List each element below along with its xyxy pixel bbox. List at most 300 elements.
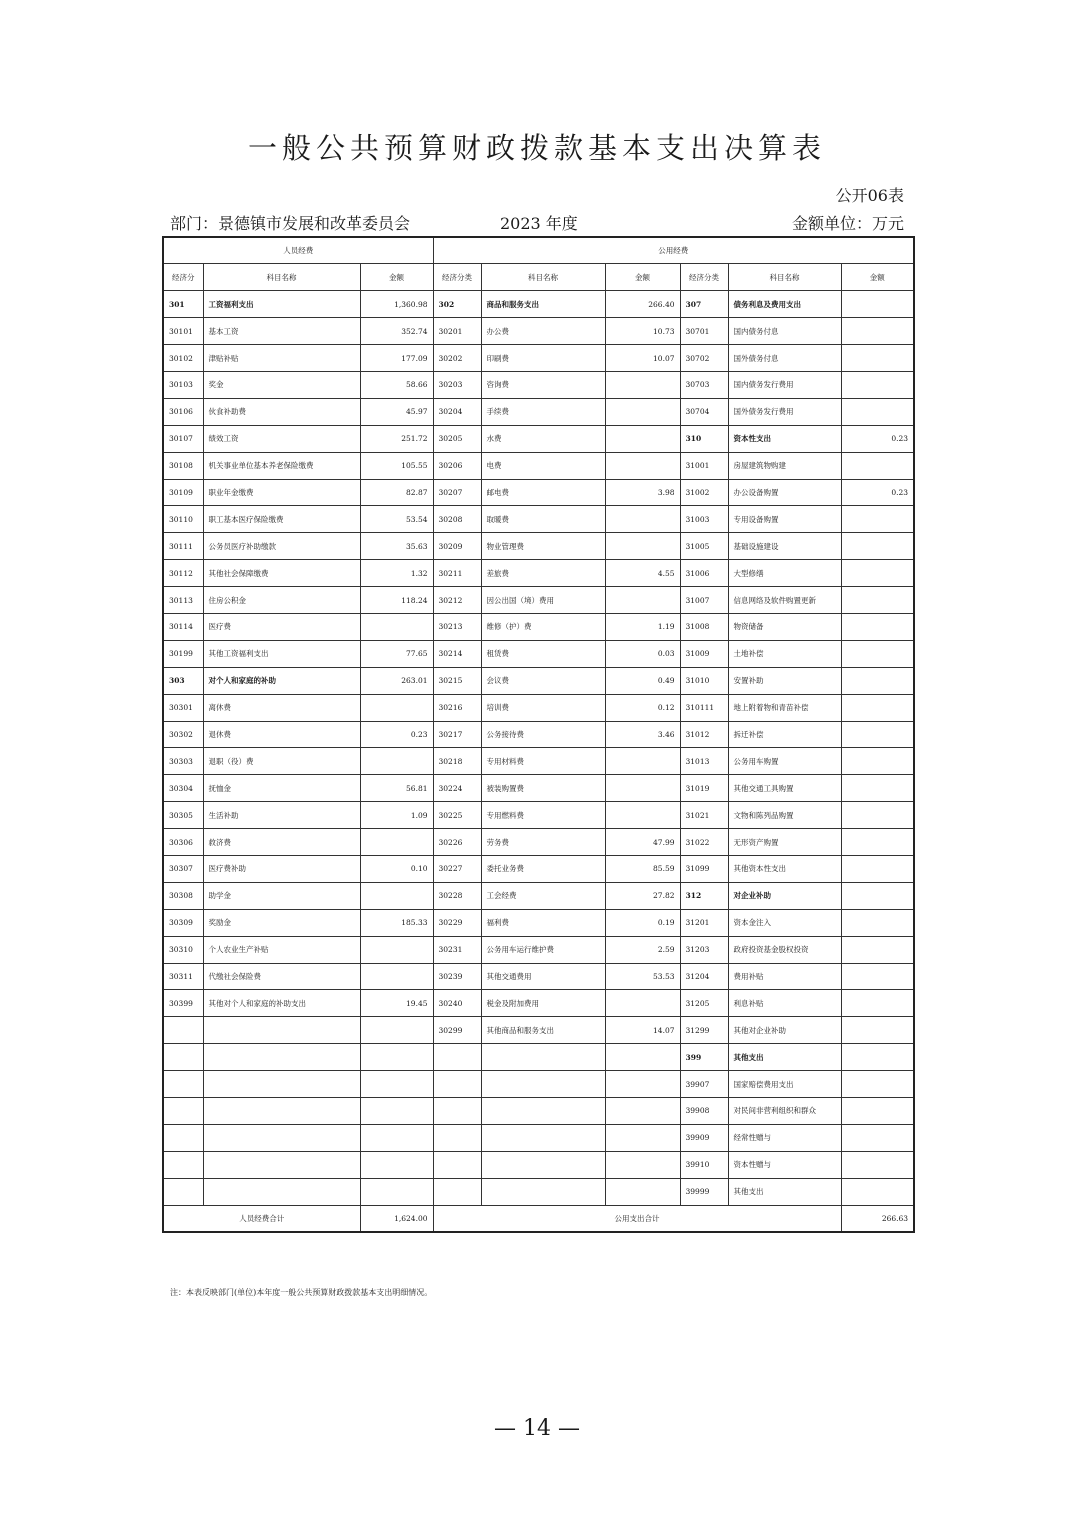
cell-code: 30399: [163, 990, 203, 1017]
cell-amount: 0.19: [605, 909, 680, 936]
cell-name: 债务利息及费用支出: [728, 291, 841, 318]
cell-code: [163, 1151, 203, 1178]
cell-amount: 105.55: [360, 452, 433, 479]
cell-amount: [605, 452, 680, 479]
col-header-amount: 金额: [605, 264, 680, 291]
cell-code: 31007: [680, 587, 728, 614]
cell-name: 土地补偿: [728, 640, 841, 667]
cell-code: 312: [680, 882, 728, 909]
cell-amount: 118.24: [360, 587, 433, 614]
cell-code: 31022: [680, 829, 728, 856]
cell-code: 30701: [680, 318, 728, 345]
cell-name: [203, 1071, 360, 1098]
col-header-code: 经济分类: [680, 264, 728, 291]
cell-amount: 0.23: [841, 425, 914, 452]
cell-name: [203, 1151, 360, 1178]
cell-amount: [841, 667, 914, 694]
cell-amount: 2.59: [605, 936, 680, 963]
cell-name: 利息补贴: [728, 990, 841, 1017]
cell-amount: [841, 640, 914, 667]
cell-amount: [841, 1098, 914, 1125]
cell-amount: 27.82: [605, 882, 680, 909]
cell-name: 退休费: [203, 721, 360, 748]
cell-name: 水费: [481, 425, 605, 452]
cell-name: 其他社会保障缴费: [203, 560, 360, 587]
table-row: [163, 694, 914, 721]
cell-code: 30212: [433, 587, 481, 614]
cell-code: 30204: [433, 398, 481, 425]
cell-code: 30215: [433, 667, 481, 694]
cell-amount: [605, 775, 680, 802]
cell-name: 商品和服务支出: [481, 291, 605, 318]
table-row: [163, 1151, 914, 1178]
table-row: [163, 909, 914, 936]
cell-code: 30206: [433, 452, 481, 479]
cell-name: 住房公积金: [203, 587, 360, 614]
cell-code: 30240: [433, 990, 481, 1017]
cell-code: [433, 1098, 481, 1125]
cell-code: 31204: [680, 963, 728, 990]
cell-code: 39999: [680, 1178, 728, 1205]
cell-code: 30224: [433, 775, 481, 802]
cell-amount: 53.54: [360, 506, 433, 533]
cell-name: 职工基本医疗保险缴费: [203, 506, 360, 533]
cell-name: 其他支出: [728, 1044, 841, 1071]
table-row: [163, 748, 914, 775]
cell-name: 物业管理费: [481, 533, 605, 560]
public-header: 公用经费: [433, 237, 914, 264]
col-header-name: 科目名称: [203, 264, 360, 291]
cell-amount: [841, 802, 914, 829]
cell-code: 30111: [163, 533, 203, 560]
cell-amount: [360, 1044, 433, 1071]
cell-code: [163, 1017, 203, 1044]
cell-name: 对民间非营利组织和群众: [728, 1098, 841, 1125]
cell-amount: [841, 291, 914, 318]
cell-name: 资本性支出: [728, 425, 841, 452]
cell-code: 30217: [433, 721, 481, 748]
cell-code: 30304: [163, 775, 203, 802]
col-header-name: 科目名称: [481, 264, 605, 291]
cell-code: 30703: [680, 371, 728, 398]
cell-amount: [841, 533, 914, 560]
cell-code: 30218: [433, 748, 481, 775]
cell-amount: 45.97: [360, 398, 433, 425]
cell-name: 电费: [481, 452, 605, 479]
cell-name: 代缴社会保险费: [203, 963, 360, 990]
cell-code: 31005: [680, 533, 728, 560]
cell-code: [433, 1044, 481, 1071]
cell-code: 30203: [433, 371, 481, 398]
cell-name: 大型修缮: [728, 560, 841, 587]
cell-amount: [360, 694, 433, 721]
cell-code: 31010: [680, 667, 728, 694]
cell-code: 30110: [163, 506, 203, 533]
cell-name: 工资福利支出: [203, 291, 360, 318]
cell-amount: [605, 1178, 680, 1205]
cell-amount: [841, 318, 914, 345]
table-row: [163, 936, 914, 963]
amount-unit: 金额单位：万元: [791, 214, 904, 233]
cell-code: 30205: [433, 425, 481, 452]
cell-amount: 53.53: [605, 963, 680, 990]
cell-name: 资本金注入: [728, 909, 841, 936]
cell-code: 30311: [163, 963, 203, 990]
cell-amount: 352.74: [360, 318, 433, 345]
cell-name: 其他商品和服务支出: [481, 1017, 605, 1044]
cell-code: [163, 1178, 203, 1205]
cell-amount: 77.65: [360, 640, 433, 667]
cell-amount: [841, 882, 914, 909]
cell-amount: [841, 1017, 914, 1044]
cell-amount: [841, 587, 914, 614]
cell-amount: 56.81: [360, 775, 433, 802]
totals-row: [163, 1205, 914, 1232]
cell-name: 公务员医疗补助缴款: [203, 533, 360, 560]
cell-code: 31003: [680, 506, 728, 533]
cell-name: 无形资产购置: [728, 829, 841, 856]
table-row: [163, 829, 914, 856]
cell-code: 301: [163, 291, 203, 318]
cell-name: 奖励金: [203, 909, 360, 936]
cell-name: 手续费: [481, 398, 605, 425]
cell-code: [163, 1044, 203, 1071]
cell-amount: 0.23: [360, 721, 433, 748]
cell-name: 资本性赠与: [728, 1151, 841, 1178]
cell-amount: [605, 587, 680, 614]
cell-name: 国家赔偿费用支出: [728, 1071, 841, 1098]
cell-name: 差旅费: [481, 560, 605, 587]
cell-name: 文物和陈列品购置: [728, 802, 841, 829]
cell-name: 税金及附加费用: [481, 990, 605, 1017]
table-row: [163, 1124, 914, 1151]
cell-code: 31009: [680, 640, 728, 667]
col-header-code: 经济分: [163, 264, 203, 291]
cell-name: 公务接待费: [481, 721, 605, 748]
cell-code: 30229: [433, 909, 481, 936]
cell-code: [433, 1124, 481, 1151]
cell-name: 物资储备: [728, 613, 841, 640]
cell-amount: [841, 371, 914, 398]
cell-name: 抚恤金: [203, 775, 360, 802]
cell-code: 31205: [680, 990, 728, 1017]
personnel-header: 人员经费: [163, 237, 433, 264]
cell-code: 30199: [163, 640, 203, 667]
cell-code: 30213: [433, 613, 481, 640]
cell-name: 租赁费: [481, 640, 605, 667]
cell-name: 房屋建筑物购建: [728, 452, 841, 479]
cell-name: 劳务费: [481, 829, 605, 856]
table-row: [163, 425, 914, 452]
cell-amount: 1,360.98: [360, 291, 433, 318]
cell-amount: [605, 990, 680, 1017]
cell-amount: 58.66: [360, 371, 433, 398]
cell-amount: 10.07: [605, 345, 680, 372]
cell-code: 31019: [680, 775, 728, 802]
cell-amount: 0.10: [360, 855, 433, 882]
cell-amount: [360, 1124, 433, 1151]
cell-code: 31002: [680, 479, 728, 506]
table-row: [163, 452, 914, 479]
cell-amount: 3.46: [605, 721, 680, 748]
cell-code: [433, 1178, 481, 1205]
cell-code: 30211: [433, 560, 481, 587]
cell-name: 机关事业单位基本养老保险缴费: [203, 452, 360, 479]
cell-name: [481, 1151, 605, 1178]
cell-name: 津贴补贴: [203, 345, 360, 372]
cell-code: 30239: [433, 963, 481, 990]
cell-amount: 35.63: [360, 533, 433, 560]
table-row: [163, 479, 914, 506]
table-row: [163, 613, 914, 640]
cell-code: [433, 1151, 481, 1178]
cell-amount: [841, 560, 914, 587]
cell-name: 医疗费补助: [203, 855, 360, 882]
cell-name: 维修（护）费: [481, 613, 605, 640]
cell-amount: [605, 398, 680, 425]
cell-name: 基本工资: [203, 318, 360, 345]
cell-code: 31012: [680, 721, 728, 748]
table-row: [163, 587, 914, 614]
cell-amount: 251.72: [360, 425, 433, 452]
cell-amount: [841, 1178, 914, 1205]
cell-name: 委托业务费: [481, 855, 605, 882]
cell-name: 国外债务发行费用: [728, 398, 841, 425]
cell-name: 因公出国（境）费用: [481, 587, 605, 614]
cell-code: 30309: [163, 909, 203, 936]
cell-amount: [841, 936, 914, 963]
cell-amount: [360, 936, 433, 963]
cell-amount: 4.55: [605, 560, 680, 587]
cell-amount: [605, 1151, 680, 1178]
cell-code: 30101: [163, 318, 203, 345]
cell-name: 伙食补助费: [203, 398, 360, 425]
cell-amount: 0.23: [841, 479, 914, 506]
cell-amount: [841, 506, 914, 533]
cell-name: 公务用车运行维护费: [481, 936, 605, 963]
page-number: — 14 —: [494, 1416, 580, 1441]
fiscal-year: 2023 年度: [500, 214, 578, 233]
cell-name: [203, 1178, 360, 1205]
cell-name: 奖金: [203, 371, 360, 398]
cell-name: 其他资本性支出: [728, 855, 841, 882]
cell-name: 培训费: [481, 694, 605, 721]
cell-name: [203, 1098, 360, 1125]
cell-amount: [841, 1071, 914, 1098]
cell-amount: 266.40: [605, 291, 680, 318]
table-row: [163, 345, 914, 372]
cell-amount: [841, 398, 914, 425]
cell-code: 30103: [163, 371, 203, 398]
cell-amount: [360, 1151, 433, 1178]
cell-amount: [841, 748, 914, 775]
cell-amount: [360, 882, 433, 909]
cell-code: 310111: [680, 694, 728, 721]
cell-name: 安置补助: [728, 667, 841, 694]
cell-name: 退职（役）费: [203, 748, 360, 775]
public-total-value: 266.63: [841, 1205, 914, 1232]
cell-amount: [360, 829, 433, 856]
page-title: 一般公共预算财政拨款基本支出决算表: [247, 131, 826, 165]
cell-name: 救济费: [203, 829, 360, 856]
cell-amount: 14.07: [605, 1017, 680, 1044]
table-row: [163, 506, 914, 533]
cell-amount: [360, 1178, 433, 1205]
cell-name: 专用燃料费: [481, 802, 605, 829]
cell-name: 其他对个人和家庭的补助支出: [203, 990, 360, 1017]
cell-amount: [605, 1124, 680, 1151]
cell-name: 职业年金缴费: [203, 479, 360, 506]
table-row: [163, 1071, 914, 1098]
col-header-amount: 金额: [360, 264, 433, 291]
personnel-total-value: 1,624.00: [360, 1205, 433, 1232]
cell-code: 30113: [163, 587, 203, 614]
cell-code: 30306: [163, 829, 203, 856]
cell-name: 政府投资基金股权投资: [728, 936, 841, 963]
cell-code: 30108: [163, 452, 203, 479]
cell-name: 生活补助: [203, 802, 360, 829]
cell-amount: 0.03: [605, 640, 680, 667]
cell-code: 31008: [680, 613, 728, 640]
cell-name: 国外债务付息: [728, 345, 841, 372]
cell-name: [481, 1098, 605, 1125]
cell-name: [203, 1044, 360, 1071]
cell-code: 30305: [163, 802, 203, 829]
cell-code: 30112: [163, 560, 203, 587]
cell-code: 30214: [433, 640, 481, 667]
cell-name: 专用材料费: [481, 748, 605, 775]
cell-amount: 1.19: [605, 613, 680, 640]
cell-name: 离休费: [203, 694, 360, 721]
cell-amount: [605, 533, 680, 560]
cell-code: 30227: [433, 855, 481, 882]
cell-code: [163, 1098, 203, 1125]
cell-amount: [841, 1151, 914, 1178]
cell-code: 30102: [163, 345, 203, 372]
cell-name: 基础设施建设: [728, 533, 841, 560]
cell-code: 39907: [680, 1071, 728, 1098]
table-row: [163, 533, 914, 560]
cell-name: 经常性赠与: [728, 1124, 841, 1151]
cell-amount: 0.49: [605, 667, 680, 694]
table-row: [163, 560, 914, 587]
cell-amount: 185.33: [360, 909, 433, 936]
cell-name: 个人农业生产补贴: [203, 936, 360, 963]
cell-amount: [841, 909, 914, 936]
cell-name: [203, 1017, 360, 1044]
cell-amount: 10.73: [605, 318, 680, 345]
col-header-amount: 金额: [841, 264, 914, 291]
cell-amount: [605, 1098, 680, 1125]
cell-amount: 47.99: [605, 829, 680, 856]
personnel-total-label: 人员经费合计: [163, 1205, 360, 1232]
cell-amount: [605, 425, 680, 452]
cell-amount: [841, 613, 914, 640]
cell-code: 31006: [680, 560, 728, 587]
expenditure-table: [162, 236, 915, 1233]
cell-amount: 263.01: [360, 667, 433, 694]
cell-amount: [605, 802, 680, 829]
cell-amount: [841, 963, 914, 990]
table-number: 公开06表: [835, 186, 904, 205]
cell-code: 30209: [433, 533, 481, 560]
cell-name: [203, 1124, 360, 1151]
cell-name: 专用设备购置: [728, 506, 841, 533]
column-header-row: [163, 264, 914, 291]
cell-code: 30704: [680, 398, 728, 425]
cell-name: [481, 1178, 605, 1205]
table-row: [163, 640, 914, 667]
department-label: 部门：景德镇市发展和改革委员会: [170, 214, 411, 233]
cell-name: 地上附着物和青苗补偿: [728, 694, 841, 721]
cell-name: 国内债务付息: [728, 318, 841, 345]
cell-name: 印刷费: [481, 345, 605, 372]
cell-name: 办公费: [481, 318, 605, 345]
cell-code: 30109: [163, 479, 203, 506]
cell-code: 30702: [680, 345, 728, 372]
cell-amount: 82.87: [360, 479, 433, 506]
cell-code: 30308: [163, 882, 203, 909]
table-row: [163, 318, 914, 345]
public-total-label: 公用支出合计: [433, 1205, 841, 1232]
cell-amount: [841, 1044, 914, 1071]
cell-amount: 85.59: [605, 855, 680, 882]
cell-code: 30228: [433, 882, 481, 909]
cell-code: 31201: [680, 909, 728, 936]
cell-name: 对个人和家庭的补助: [203, 667, 360, 694]
cell-code: 30207: [433, 479, 481, 506]
table-row: [163, 398, 914, 425]
cell-name: 公务用车购置: [728, 748, 841, 775]
cell-code: 31299: [680, 1017, 728, 1044]
cell-amount: [360, 748, 433, 775]
cell-code: 302: [433, 291, 481, 318]
cell-name: 其他工资福利支出: [203, 640, 360, 667]
cell-name: 会议费: [481, 667, 605, 694]
table-row: [163, 775, 914, 802]
cell-code: 30106: [163, 398, 203, 425]
cell-name: 邮电费: [481, 479, 605, 506]
cell-amount: [360, 1017, 433, 1044]
cell-name: [481, 1044, 605, 1071]
cell-code: [163, 1071, 203, 1098]
cell-amount: 1.09: [360, 802, 433, 829]
cell-code: [163, 1124, 203, 1151]
cell-code: [433, 1071, 481, 1098]
cell-amount: [841, 990, 914, 1017]
cell-code: 30301: [163, 694, 203, 721]
cell-amount: 19.45: [360, 990, 433, 1017]
cell-amount: [841, 855, 914, 882]
cell-amount: [841, 829, 914, 856]
cell-code: 30208: [433, 506, 481, 533]
table-row: [163, 371, 914, 398]
cell-name: 其他交通费用: [481, 963, 605, 990]
cell-amount: [360, 1098, 433, 1125]
cell-name: 工会经费: [481, 882, 605, 909]
cell-name: 其他支出: [728, 1178, 841, 1205]
cell-code: 30303: [163, 748, 203, 775]
table-row: [163, 802, 914, 829]
table-row: [163, 667, 914, 694]
cell-code: 303: [163, 667, 203, 694]
cell-amount: [841, 721, 914, 748]
cell-code: 31013: [680, 748, 728, 775]
cell-name: 咨询费: [481, 371, 605, 398]
cell-code: 30310: [163, 936, 203, 963]
table-row: [163, 1178, 914, 1205]
table-row: [163, 963, 914, 990]
